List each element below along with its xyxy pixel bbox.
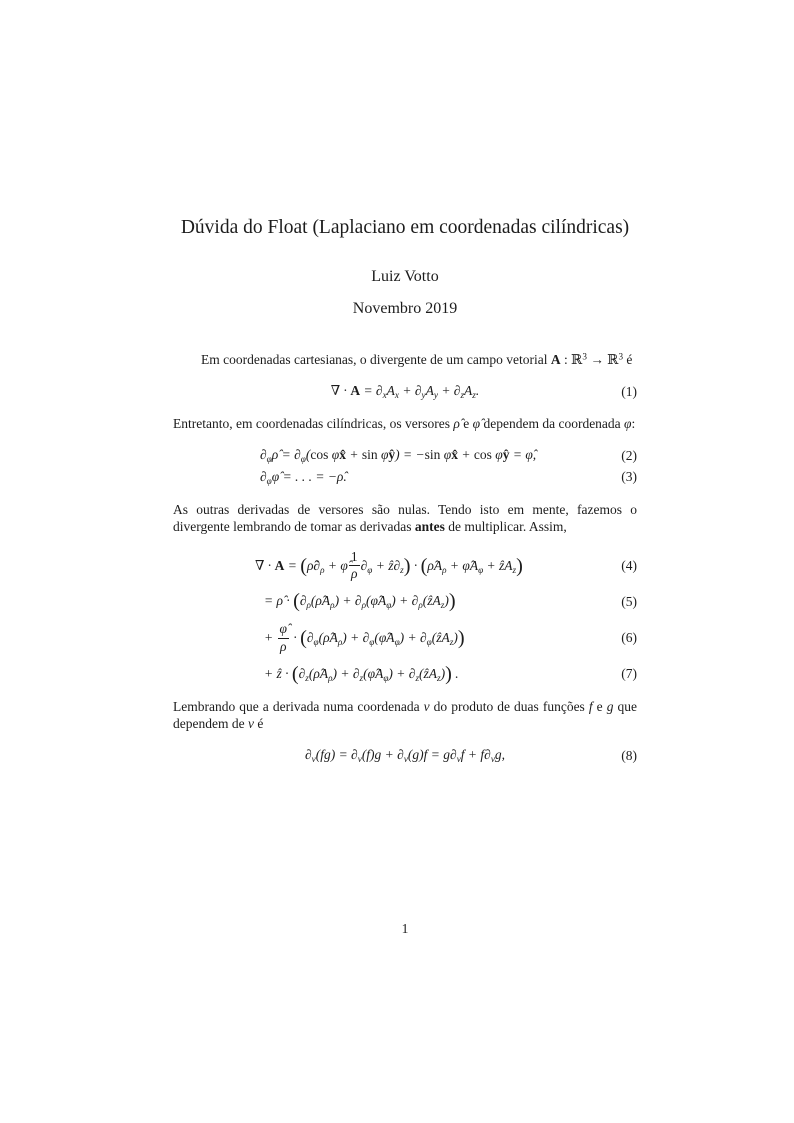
document-body <box>173 213 637 779</box>
document-title: Dúvida do Float (Laplaciano em coordenadas cilíndricas) <box>180 217 630 238</box>
equation-5-math: = ρ̂ · ($\partial_\rho(\rhôA_\rho)$ + $\partial_\rho(\varphîA_\varphi)$ + $\partial_\rho(ẑA_z)$) <box>264 590 456 613</box>
paragraph-2: Entretanto, em coordenadas cilíndricas, os versores ρ̂ e φ̂ dependem da coordenada φ: <box>173 416 636 432</box>
equation-6-math: + $\frac{\varphî}{\rho}$ · ($\partial_\varphi(\rhôA_\rho)$ + $\partial_\varphi(\varphîA_\varphi)$ + $\partial_\varphi(ẑA_z)$) <box>264 621 465 654</box>
equation-1-math: ∇ · $A = \partial_xA_x + \partial_yA_y + \partial_zA_z$. <box>330 383 480 401</box>
paragraph-4: Lembrando que a derivada numa coordenada v do produto de duas funções f e g que dependem de v é <box>173 698 637 731</box>
equation-3-number: (3) <box>621 469 637 485</box>
equation-4-number: (4) <box>621 557 637 573</box>
paragraph-1: Em coordenadas cartesianas, o divergente de um campo vetorial A : ℝ$^3$ → ℝ$^3$ é <box>201 351 633 368</box>
paragraph-3: As outras derivadas de versores são nulas. Tendo isto em mente, fazemos o divergente lembrando de tomar as derivadas antes de multiplicar. Assim, <box>173 501 637 534</box>
equation-3-math: $\partial_\varphi\varphî$ = . . . = −ρ̂. <box>260 468 347 486</box>
equation-2 <box>173 447 637 464</box>
equation-2-number: (2) <box>621 448 637 464</box>
equation-7-math: + ẑ · ($\partial_z(\rhôA_\rho)$ + $\partial_z(\varphîA_\varphi)$ + $\partial_z(ẑA_z)$) . <box>264 662 459 685</box>
equation-1 <box>173 383 637 400</box>
equation-4 <box>173 550 637 581</box>
page-number: 1 <box>401 921 409 936</box>
equation-2-math: $\partial_\varphi\rhô = \partial_\varphi(\cos$ φx̂ + sin φŷ) = −sin φx̂ + cos φŷ = φ̂, <box>260 447 537 465</box>
equation-5 <box>173 590 637 613</box>
equation-5-number: (5) <box>621 593 637 609</box>
equation-6 <box>173 622 637 653</box>
equation-3 <box>173 469 637 486</box>
author-name: Luiz Votto <box>371 268 439 286</box>
equation-8-number: (8) <box>621 747 637 763</box>
equation-8 <box>173 747 637 764</box>
equation-8-math: $\partial_v(fg) = \partial_v(f)g + \partial_v(g)f = g\partial_vf + f\partial_vg$, <box>304 746 506 765</box>
equation-7 <box>173 662 637 685</box>
publication-date: Novembro 2019 <box>352 300 458 318</box>
equation-7-number: (7) <box>621 666 637 682</box>
equation-4-math: ∇ · $A = (\rhô\partial_\rho$ + φ̂ $\frac{1}{\rho}$ $\partial_\varphi$ + $ẑ\partial_z$) · ($\rhôA_\rho$ + $\varphîA_\varphi$ + ẑA$_z$) <box>255 548 523 582</box>
equation-6-number: (6) <box>621 630 637 646</box>
equation-1-number: (1) <box>621 383 637 399</box>
